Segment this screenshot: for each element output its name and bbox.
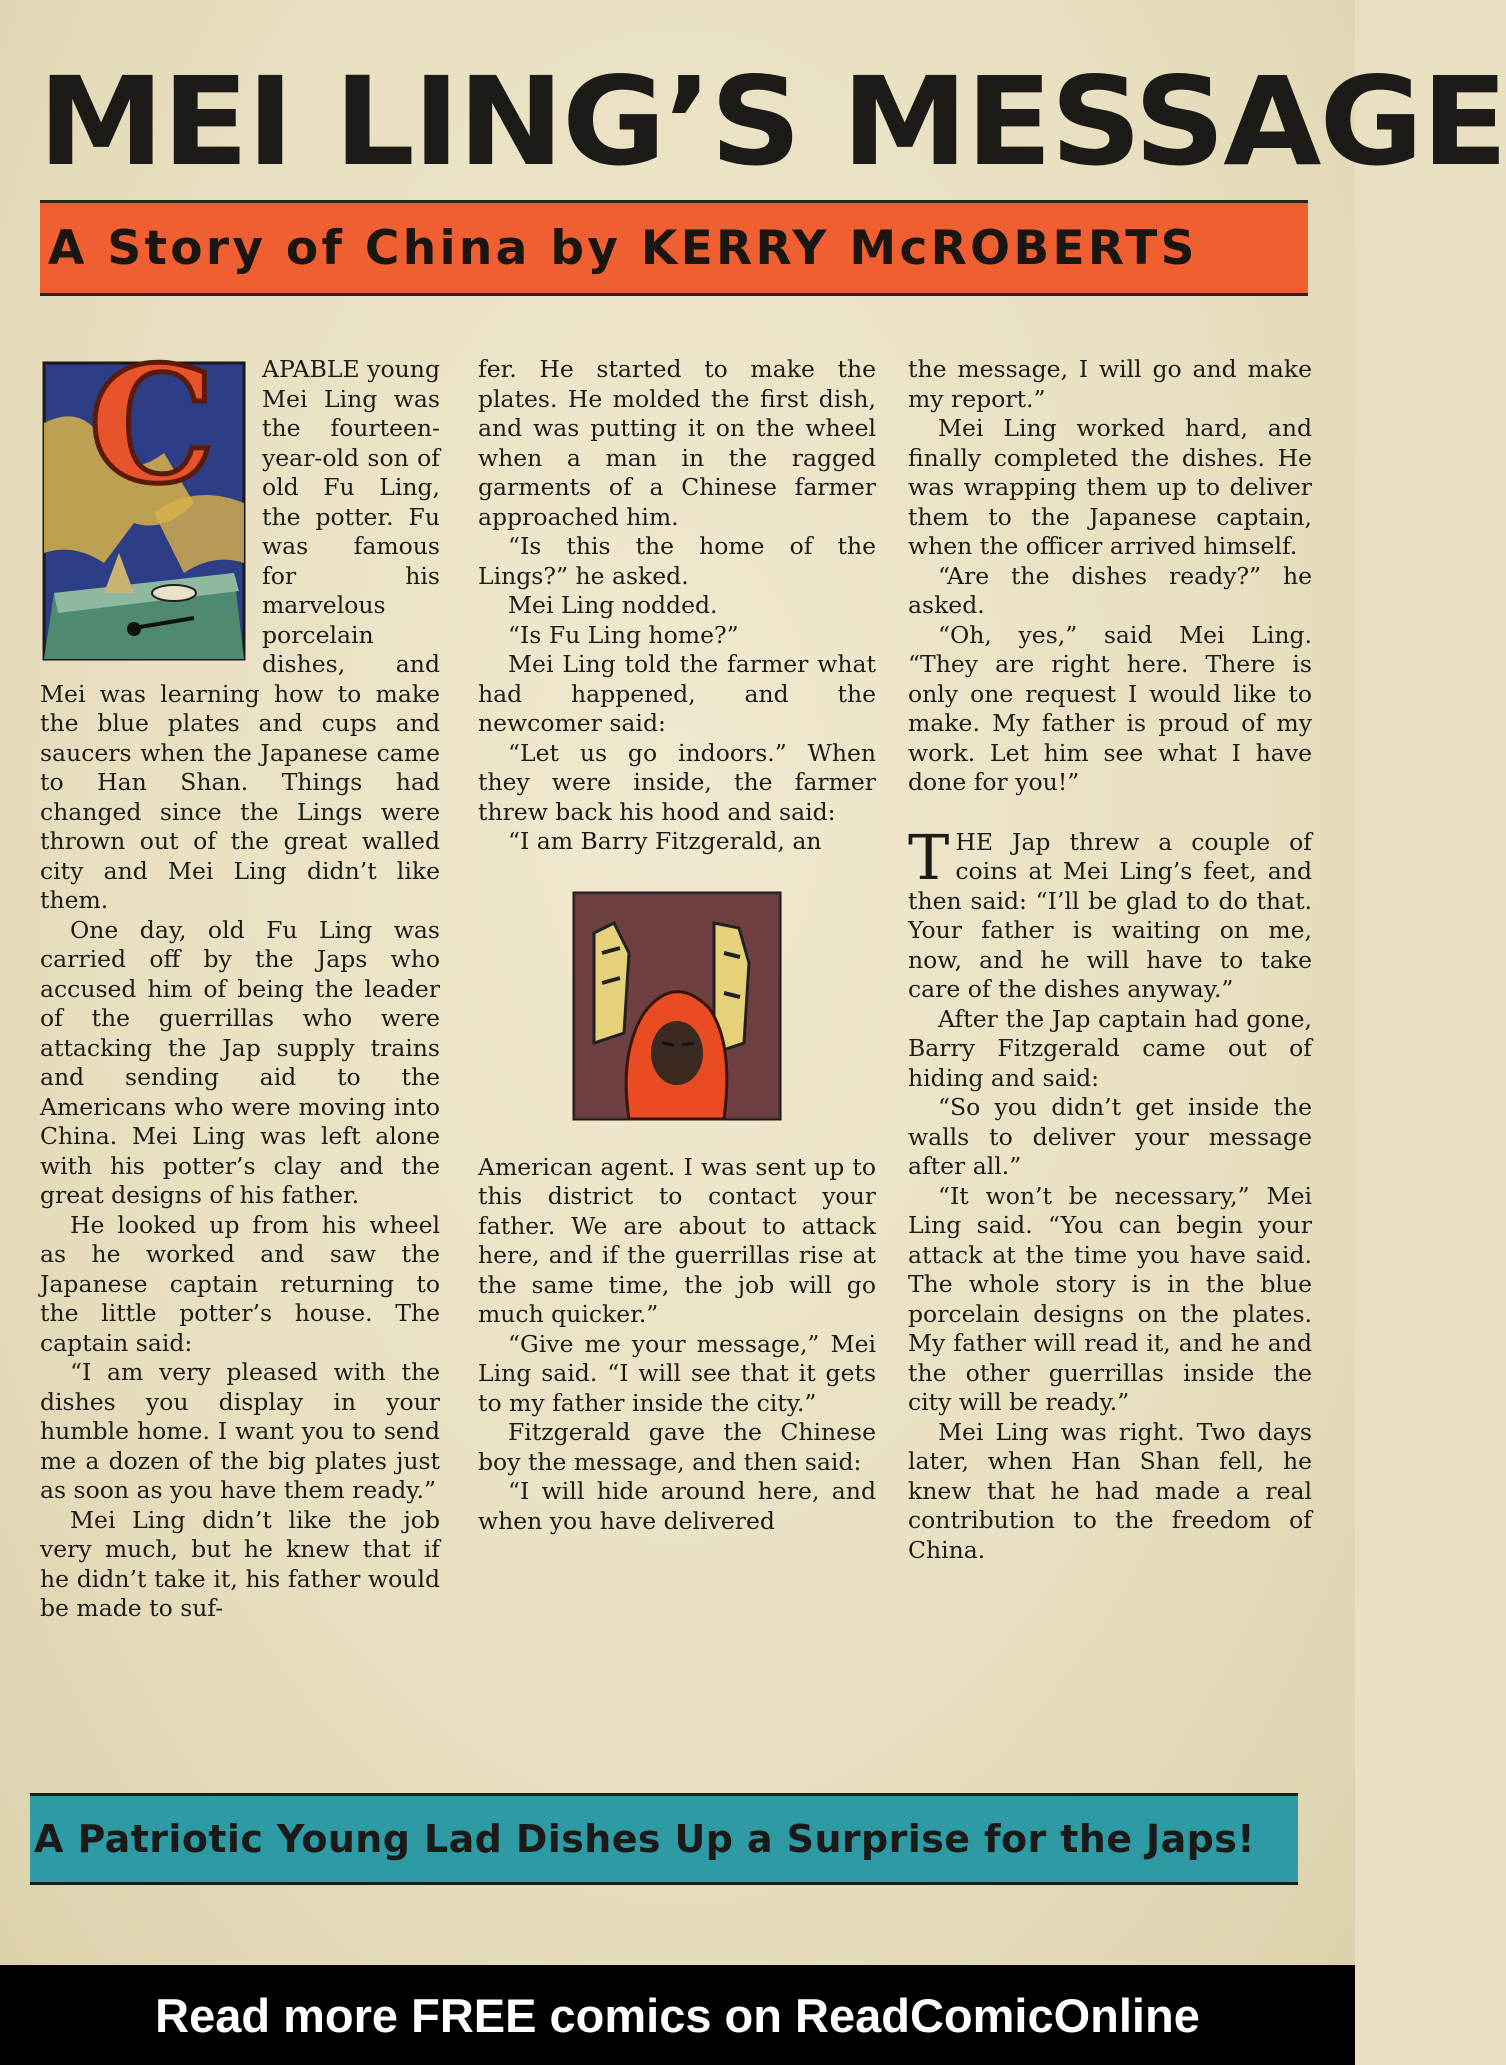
subtitle-banner — [40, 200, 1308, 296]
paragraph: “Is this the home of the Lings?” he asked. — [478, 532, 876, 590]
paragraph: fer. He started to make the plates. He molded the first dish, and was putting it on the wheel when a man in the ragged garments of a Chinese farmer approached him. — [478, 355, 876, 531]
drop-initial: T — [908, 820, 950, 894]
text-column-1 — [40, 331, 440, 1624]
paragraph: Mei Ling worked hard, and finally completed the dishes. He was wrapping them up to deliver them to the Japanese captain, when the officer arrived himself. — [908, 414, 1312, 560]
text-column-2 — [478, 355, 876, 1536]
paragraph: APABLE young Mei Ling was the fourteen-year-old son of old Fu Ling, the potter. Fu was famous for his marvelous porcelain dishes, and Mei was learning how to make the blue plates and cups and saucers when the Japanese came to Han Shan. Things had changed since the Lings were thrown out of the great walled city and Mei Ling didn’t like them. — [40, 355, 440, 914]
paragraph: “Is Fu Ling home?” — [508, 620, 739, 649]
paragraph-text: HE Jap threw a couple of coins at Mei Ling’s feet, and then said: “I’ll be glad to do that. Your father is waiting on me, now, and he will have to take care of the dishes anyway.” — [908, 827, 1312, 1003]
paragraph: the message, I will go and make my report.” — [908, 355, 1312, 413]
tagline-banner — [30, 1793, 1298, 1885]
paragraph: “Are the dishes ready?” he asked. — [908, 561, 1312, 619]
paragraph: After the Jap captain had gone, Barry Fitzgerald came out of hiding and said: — [908, 1004, 1312, 1092]
paragraph: One day, old Fu Ling was carried off by the Japs who accused him of being the leader of the guerrillas who were attacking the Jap supply trains and sending aid to the Americans who were moving into China. Mei Ling was left alone with his potter’s clay and the great designs of his father. — [40, 915, 440, 1209]
paragraph: “I am Barry Fitzgerald, an — [508, 827, 822, 855]
dropcap-illustration — [44, 331, 244, 659]
paragraph: “It won’t be necessary,” Mei Ling said. “You can begin your attack at the time you have said. The whole story is in the blue porcelain designs on the plates. My father will read it, and he and the other guerrillas inside the city will be ready.” — [908, 1181, 1312, 1416]
paragraph: Mei Ling nodded. — [508, 591, 718, 619]
section-break — [908, 798, 1312, 828]
paragraph: “Oh, yes,” said Mei Ling. “They are right here. There is only one request I would like to make. My father is proud of my work. Let him see what I have done for you!” — [908, 620, 1312, 796]
paragraph: He looked up from his wheel as he worked and saw the Japanese captain returning to the little potter’s house. The captain said: — [40, 1210, 440, 1357]
paragraph: “Let us go indoors.” When they were inside, the farmer threw back his hood and said: — [478, 738, 876, 826]
paragraph: Mei Ling told the farmer what had happened, and the newcomer said: — [478, 650, 876, 737]
paragraph: “So you didn’t get inside the walls to deliver your message after all.” — [908, 1093, 1312, 1180]
paragraph: American agent. I was sent up to this district to contact your father. We are about to attack here, and if the guerrillas rise at the same time, the job will go much quicker.” — [478, 1152, 876, 1328]
text-column-3 — [908, 355, 1312, 1565]
footer-link-text[interactable]: Read more FREE comics on ReadComicOnline — [155, 1988, 1200, 2042]
paragraph: “Give me your message,” Mei Ling said. “I will see that it gets to my father inside the city.” — [478, 1329, 876, 1417]
paragraph: Mei Ling didn’t like the job very much, but he knew that if he didn’t take it, his father would be made to suf- — [40, 1505, 440, 1622]
paragraph: Fitzgerald gave the Chinese boy the message, and then said: — [478, 1418, 876, 1476]
dropcap-letter: C — [88, 331, 216, 519]
paragraph — [908, 820, 1312, 1005]
story-title: MEI LING’S MESSAGE — [38, 51, 1506, 193]
hooded-figure-illustration — [574, 893, 780, 1119]
paragraph: “I am very pleased with the dishes you display in your humble home. I want you to send me a dozen of the big plates just as soon as you have them ready.” — [40, 1358, 440, 1504]
tagline-text: A Patriotic Young Lad Dishes Up a Surprise for the Japs! — [34, 1817, 1255, 1861]
promo-footer[interactable] — [0, 1965, 1355, 2065]
paragraph: Mei Ling was right. Two days later, when Han Shan fell, he knew that he had made a real contribution to the freedom of China. — [908, 1417, 1312, 1564]
subtitle-text: A Story of China by KERRY McROBERTS — [48, 220, 1198, 276]
paragraph: “I will hide around here, and when you have delivered — [478, 1477, 876, 1535]
